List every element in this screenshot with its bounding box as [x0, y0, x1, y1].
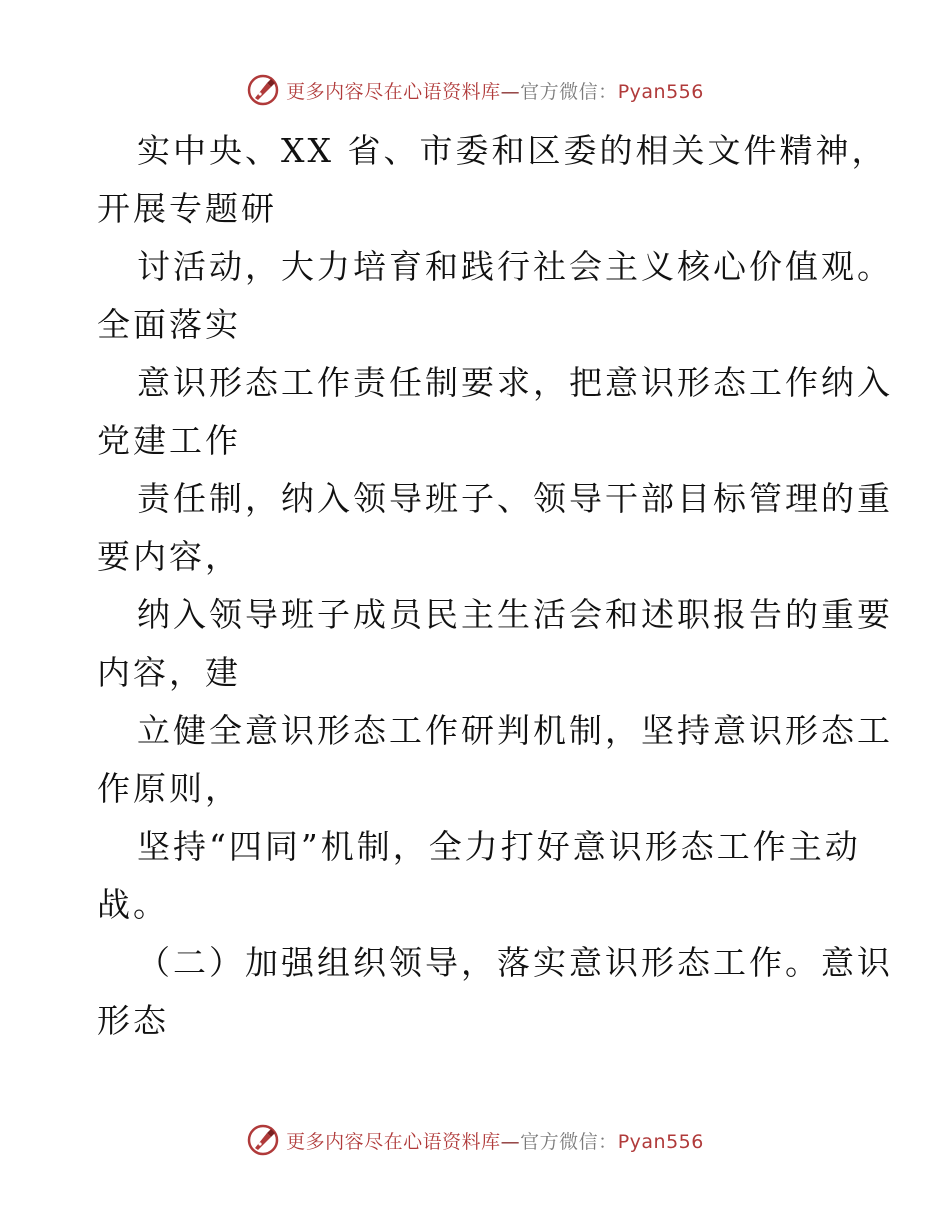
banner-text	[286, 77, 704, 104]
banner-text	[286, 1127, 704, 1154]
text-line: 责任制，纳入领导班子、领导干部目标管理的重	[137, 479, 893, 518]
footer-banner	[0, 1120, 950, 1160]
text-line: 讨活动，大力培育和践行社会主义核心价值观。	[137, 247, 893, 286]
header-banner	[0, 70, 950, 110]
banner-wechat-id: Pyan556	[617, 80, 704, 103]
text-line: 立健全意识形态工作研判机制，坚持意识形态工	[137, 711, 893, 750]
text-line: 纳入领导班子成员民主生活会和述职报告的重要	[137, 595, 893, 634]
text-line: 作原则，	[97, 769, 241, 808]
banner-wechat-label: 官方微信：	[520, 1130, 618, 1153]
banner-main-text: 更多内容尽在心语资料库	[286, 80, 501, 103]
banner-separator: —	[500, 1130, 521, 1153]
banner-wechat-label: 官方微信：	[520, 80, 618, 103]
banner-wechat-id: Pyan556	[617, 1130, 704, 1153]
text-line: 党建工作	[97, 421, 241, 460]
text-line: 意识形态工作责任制要求，把意识形态工作纳入	[137, 363, 893, 402]
text-line: （二）加强组织领导，落实意识形态工作。意识	[137, 943, 893, 982]
text-line: 要内容，	[97, 537, 241, 576]
text-line: 实中央、XX 省、市委和区委的相关文件精神，	[137, 131, 888, 170]
pen-nib-logo-icon	[246, 1123, 280, 1157]
text-line: 开展专题研	[97, 189, 277, 228]
text-line: 战。	[97, 885, 169, 924]
document-body	[97, 122, 893, 1050]
pen-nib-logo-icon	[246, 73, 280, 107]
banner-main-text: 更多内容尽在心语资料库	[286, 1130, 501, 1153]
text-line: 形态	[97, 1001, 169, 1040]
text-line: 内容，建	[97, 653, 241, 692]
banner-separator: —	[500, 80, 521, 103]
text-line: 全面落实	[97, 305, 241, 344]
text-line: 坚持“四同”机制，全力打好意识形态工作主动	[137, 827, 861, 866]
